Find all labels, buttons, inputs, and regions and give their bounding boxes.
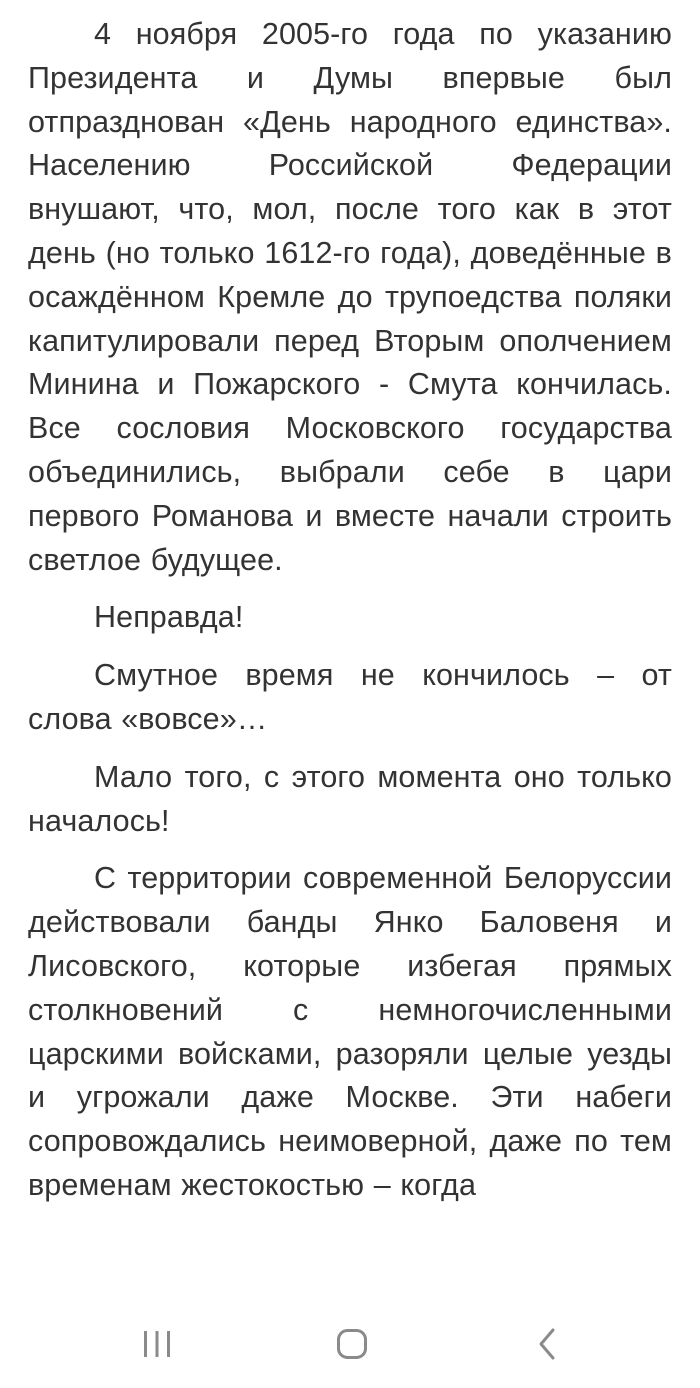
paragraph: 4 ноября 2005-го года по указанию Президента и Думы впервые был отпразднован «День народного единства». Населению Российской Федерации внушают, что, мол, после того как в этот день (но только 1612-го года), доведённые в осаждённом Кремле до трупоедства поляки капитулировали перед Вторым ополчением Минина и Пожарского - Смута кончилась. Все сословия Московского государства объединились, выбрали себе в цари первого Романова и вместе начали строить светлое будущее. [28,17,672,577]
back-button[interactable] [518,1320,578,1368]
recents-icon [137,1324,177,1364]
home-button[interactable] [322,1320,382,1368]
system-navigation-bar [0,1300,700,1388]
home-icon [332,1324,372,1364]
paragraph: С территории современной Белоруссии действовали банды Янко Баловеня и Лисовского, которые избегая прямых столкновений с немногочисленными царскими войсками, разоряли целые уезды и угрожали даже Москве. Эти набеги сопровождались неимоверной, даже по тем временам жестокостью – когда [28,861,672,1202]
paragraph: Неправда! [94,600,244,635]
back-icon [528,1324,568,1364]
paragraph: Смутное время не кончилось – от слова «вовсе»… [28,658,672,736]
recents-button[interactable] [127,1320,187,1368]
reader-content [28,13,672,1313]
paragraph: Мало того, с этого момента оно только началось! [28,759,672,838]
